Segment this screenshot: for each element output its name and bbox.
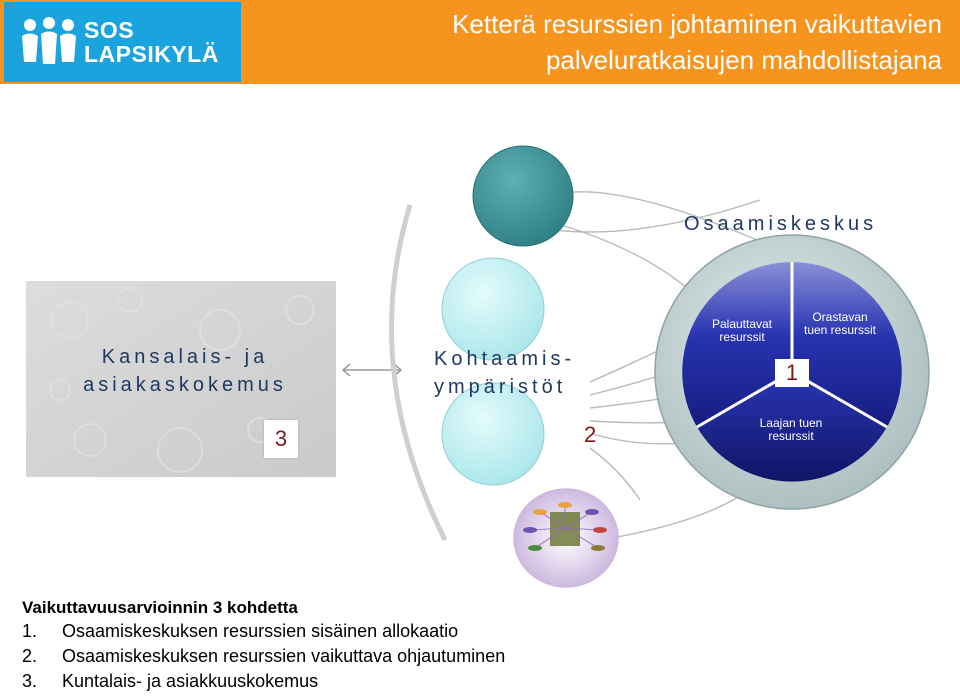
segment-label-palauttavat: Palauttavat resurssit <box>711 317 773 344</box>
kohtaamis-line1: Kohtaamis- <box>434 348 576 370</box>
logo <box>4 2 241 82</box>
title-line1: Ketterä resurssien johtaminen vaikuttavien <box>452 9 942 39</box>
list-item <box>22 644 922 669</box>
list-item-text: Kuntalais- ja asiakkuuskokemus <box>62 671 319 691</box>
segment-label-laajan: Laajan tuen resurssit <box>759 416 823 443</box>
logo-line1: SOS <box>84 17 135 43</box>
number-1-badge: 1 <box>775 359 809 387</box>
kansalais-label <box>40 343 330 399</box>
evaluation-heading: Vaikuttavuusarvioinnin 3 kohdetta <box>22 598 298 617</box>
kansalais-line2: asiakaskokemus <box>83 374 287 396</box>
header-bar <box>0 0 960 84</box>
list-item-text: Osaamiskeskuksen resurssien sisäinen allokaatio <box>62 621 459 641</box>
list-item <box>22 669 922 694</box>
osaamiskeskus-label: Osaamiskeskus <box>684 213 878 235</box>
list-item-text: Osaamiskeskuksen resurssien vaikuttava ohjautuminen <box>62 646 506 666</box>
kohtaamis-label <box>434 345 575 401</box>
children-figures-icon <box>20 16 78 68</box>
title-line2: palveluratkaisujen mahdollistajana <box>545 45 942 75</box>
segment-label-orastavan: Orastavan tuen resurssit <box>803 310 877 337</box>
number-2-label: 2 <box>584 422 597 447</box>
kansalais-line1: Kansalais- ja <box>101 346 269 368</box>
circle-teal-dark <box>473 146 573 246</box>
list-item <box>22 619 922 644</box>
list-item-number: 1. <box>22 621 38 641</box>
list-item-number: 2. <box>22 646 38 666</box>
number-3-badge: 3 <box>264 420 298 458</box>
list-item-number: 3. <box>22 671 38 691</box>
logo-line2: LAPSIKYLÄ <box>84 41 219 67</box>
page-title <box>302 6 942 78</box>
evaluation-list <box>22 597 922 694</box>
kohtaamis-line2: ympäristöt <box>434 376 567 398</box>
logo-text <box>84 18 219 66</box>
diagram-graphics <box>0 84 960 596</box>
